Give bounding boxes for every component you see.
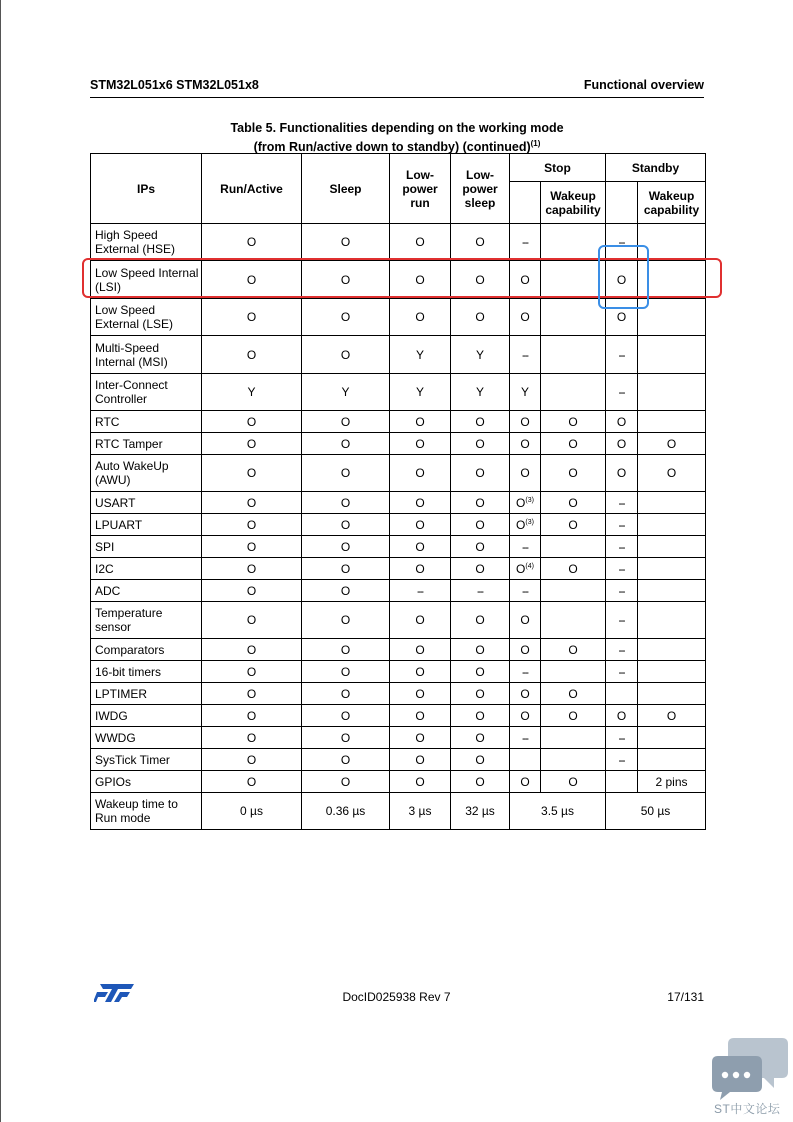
cell-low-power-run: O (390, 536, 451, 558)
cell-standby: -- (606, 558, 638, 580)
cell-standby-wakeup (638, 336, 706, 374)
cell-standby-wakeup (638, 374, 706, 411)
cell-low-power-run: O (390, 602, 451, 639)
ip-name-cell: USART (91, 492, 202, 514)
chat-bubbles-icon (712, 1038, 788, 1100)
header-run-active: Run/Active (202, 154, 302, 224)
functionality-table (90, 153, 706, 830)
cell-low-power-sleep: O (451, 558, 510, 580)
cell-low-power-sleep: -- (451, 580, 510, 602)
cell-run-active: O (202, 411, 302, 433)
cell-standby-wakeup (638, 749, 706, 771)
cell-standby-wakeup (638, 514, 706, 536)
cell-low-power-run: O (390, 771, 451, 793)
cell-sleep: O (302, 411, 390, 433)
wakeup-lps-cell: 32 µs (451, 793, 510, 830)
watermark-text: ST中文论坛 (714, 1102, 781, 1116)
cell-low-power-run: O (390, 705, 451, 727)
cell-low-power-sleep: Y (451, 336, 510, 374)
cell-sleep: O (302, 336, 390, 374)
ip-name-cell: SysTick Timer (91, 749, 202, 771)
cell-standby-wakeup (638, 224, 706, 261)
table-row (91, 661, 706, 683)
cell-stop-wakeup: O (541, 411, 606, 433)
cell-standby-wakeup (638, 299, 706, 336)
cell-low-power-sleep: O (451, 602, 510, 639)
cell-stop-wakeup: O (541, 455, 606, 492)
cell-low-power-sleep: O (451, 224, 510, 261)
cell-standby: -- (606, 639, 638, 661)
cell-low-power-run: Y (390, 374, 451, 411)
wakeup-stop-cell: 3.5 µs (510, 793, 606, 830)
header-part-number: STM32L051x6 STM32L051x8 (90, 78, 259, 92)
cell-run-active: O (202, 455, 302, 492)
table-row (91, 536, 706, 558)
cell-run-active: O (202, 683, 302, 705)
cell-stop-wakeup: O (541, 639, 606, 661)
cell-value: O (516, 561, 526, 576)
cell-stop: -- (510, 536, 541, 558)
ip-name-cell: Low Speed Internal (LSI) (91, 261, 202, 299)
cell-stop: O (510, 299, 541, 336)
footnote-ref: (3) (525, 496, 534, 504)
cell-low-power-run: O (390, 261, 451, 299)
header-stop-wakeup: Wakeup capability (541, 182, 606, 224)
cell-run-active: O (202, 705, 302, 727)
cell-run-active: O (202, 299, 302, 336)
table-row (91, 336, 706, 374)
ip-name-cell: I2C (91, 558, 202, 580)
cell-stop: -- (510, 580, 541, 602)
cell-low-power-run: O (390, 683, 451, 705)
table-row (91, 639, 706, 661)
cell-stop-wakeup: O (541, 433, 606, 455)
cell-standby: -- (606, 536, 638, 558)
cell-sleep: O (302, 705, 390, 727)
table-row (91, 224, 706, 261)
cell-stop: O (510, 411, 541, 433)
caption-line-1: Table 5. Functionalities depending on the working mode (230, 121, 564, 135)
wakeup-standby-cell: 50 µs (606, 793, 706, 830)
cell-low-power-run: O (390, 558, 451, 580)
footnote-ref: (3) (525, 518, 534, 526)
cell-stop-wakeup (541, 749, 606, 771)
header-standby: Standby (606, 154, 706, 182)
footer-doc-id: DocID025938 Rev 7 (342, 990, 451, 1004)
cell-standby: O (606, 705, 638, 727)
cell-low-power-run: O (390, 661, 451, 683)
table-row (91, 705, 706, 727)
ip-name-cell: 16-bit timers (91, 661, 202, 683)
table-row (91, 749, 706, 771)
ip-name-cell: IWDG (91, 705, 202, 727)
cell-sleep: O (302, 261, 390, 299)
cell-run-active: O (202, 536, 302, 558)
ip-name-cell: Low Speed External (LSE) (91, 299, 202, 336)
cell-low-power-sleep: O (451, 455, 510, 492)
cell-run-active: O (202, 580, 302, 602)
cell-stop-wakeup (541, 336, 606, 374)
cell-run-active: O (202, 771, 302, 793)
cell-sleep: O (302, 558, 390, 580)
ip-name-cell: ADC (91, 580, 202, 602)
cell-sleep: O (302, 639, 390, 661)
cell-low-power-sleep: O (451, 683, 510, 705)
cell-stop: -- (510, 727, 541, 749)
cell-standby-wakeup (638, 727, 706, 749)
cell-stop: O (510, 602, 541, 639)
cell-stop-wakeup (541, 602, 606, 639)
ip-name-cell: RTC (91, 411, 202, 433)
cell-sleep: O (302, 749, 390, 771)
cell-low-power-sleep: O (451, 536, 510, 558)
cell-stop-wakeup (541, 374, 606, 411)
cell-stop-wakeup (541, 580, 606, 602)
table-row (91, 727, 706, 749)
header-ips: IPs (91, 154, 202, 224)
cell-low-power-run: O (390, 433, 451, 455)
cell-stop: -- (510, 224, 541, 261)
cell-standby: -- (606, 514, 638, 536)
cell-low-power-run: O (390, 411, 451, 433)
cell-stop: O (510, 683, 541, 705)
cell-standby: -- (606, 602, 638, 639)
header-low-power-run: Low- power run (390, 154, 451, 224)
ip-name-cell: Multi-Speed Internal (MSI) (91, 336, 202, 374)
header-rule (90, 97, 704, 98)
cell-run-active: O (202, 336, 302, 374)
cell-low-power-run: O (390, 224, 451, 261)
footnote-ref: (4) (525, 562, 534, 570)
cell-run-active: O (202, 224, 302, 261)
cell-sleep: O (302, 455, 390, 492)
cell-run-active: O (202, 514, 302, 536)
cell-low-power-sleep: O (451, 433, 510, 455)
cell-run-active: O (202, 661, 302, 683)
cell-low-power-sleep: O (451, 661, 510, 683)
cell-stop-wakeup: O (541, 771, 606, 793)
table-row (91, 558, 706, 580)
cell-standby-wakeup (638, 492, 706, 514)
cell-run-active: O (202, 558, 302, 580)
cell-sleep: O (302, 727, 390, 749)
cell-low-power-run: O (390, 492, 451, 514)
cell-standby: -- (606, 336, 638, 374)
cell-sleep: O (302, 514, 390, 536)
cell-standby-wakeup: O (638, 433, 706, 455)
cell-standby: O (606, 433, 638, 455)
ip-name-cell: GPIOs (91, 771, 202, 793)
cell-sleep: Y (302, 374, 390, 411)
header-section-title: Functional overview (583, 78, 704, 92)
cell-stop-wakeup (541, 727, 606, 749)
cell-low-power-sleep: O (451, 299, 510, 336)
cell-low-power-sleep: O (451, 261, 510, 299)
cell-stop (510, 492, 541, 514)
header-stop-blank (510, 182, 541, 224)
cell-stop: O (510, 639, 541, 661)
cell-run-active: O (202, 639, 302, 661)
cell-run-active: O (202, 433, 302, 455)
cell-low-power-run: O (390, 639, 451, 661)
ip-name-cell: SPI (91, 536, 202, 558)
page-left-edge (0, 0, 1, 1122)
cell-standby (606, 683, 638, 705)
cell-stop (510, 558, 541, 580)
header-standby-wakeup: Wakeup capability (638, 182, 706, 224)
table-row (91, 261, 706, 299)
cell-standby: -- (606, 224, 638, 261)
cell-standby (606, 771, 638, 793)
caption-line-2-text: (from Run/active down to standby) (continued) (253, 140, 531, 155)
cell-standby: -- (606, 661, 638, 683)
cell-sleep: O (302, 602, 390, 639)
table-row (91, 683, 706, 705)
cell-sleep: O (302, 433, 390, 455)
cell-sleep: O (302, 224, 390, 261)
header-standby-blank (606, 182, 638, 224)
cell-stop: -- (510, 661, 541, 683)
cell-sleep: O (302, 661, 390, 683)
cell-standby-wakeup (638, 661, 706, 683)
ip-name-cell: WWDG (91, 727, 202, 749)
cell-low-power-sleep: O (451, 514, 510, 536)
ip-name-cell: Inter-Connect Controller (91, 374, 202, 411)
cell-stop: -- (510, 336, 541, 374)
cell-stop (510, 749, 541, 771)
cell-low-power-run: -- (390, 580, 451, 602)
cell-low-power-sleep: Y (451, 374, 510, 411)
table-row (91, 514, 706, 536)
cell-standby: O (606, 411, 638, 433)
wakeup-sleep-cell: 0.36 µs (302, 793, 390, 830)
cell-standby-wakeup (638, 558, 706, 580)
cell-standby-wakeup: O (638, 455, 706, 492)
table-row (91, 433, 706, 455)
cell-stop-wakeup (541, 661, 606, 683)
ip-name-cell: Comparators (91, 639, 202, 661)
cell-standby-wakeup (638, 411, 706, 433)
cell-sleep: O (302, 299, 390, 336)
cell-value: O (516, 495, 526, 510)
table-row (91, 374, 706, 411)
ip-name-cell: RTC Tamper (91, 433, 202, 455)
cell-sleep: O (302, 536, 390, 558)
cell-low-power-run: O (390, 514, 451, 536)
caption-footnote-ref: (1) (530, 139, 541, 148)
cell-standby: O (606, 455, 638, 492)
table-caption (90, 120, 704, 155)
cell-sleep: O (302, 683, 390, 705)
cell-standby: -- (606, 374, 638, 411)
cell-stop-wakeup: O (541, 683, 606, 705)
wakeup-time-row (91, 793, 706, 830)
header-low-power-sleep: Low- power sleep (451, 154, 510, 224)
cell-run-active: O (202, 727, 302, 749)
cell-stop (510, 514, 541, 536)
footer-page-number: 17/131 (667, 990, 704, 1004)
cell-low-power-sleep: O (451, 492, 510, 514)
ip-name-cell: High Speed External (HSE) (91, 224, 202, 261)
cell-standby: O (606, 261, 638, 299)
wakeup-run-cell: 0 µs (202, 793, 302, 830)
cell-stop-wakeup (541, 224, 606, 261)
cell-standby: -- (606, 727, 638, 749)
ip-name-cell: LPUART (91, 514, 202, 536)
cell-low-power-sleep: O (451, 771, 510, 793)
table-body (91, 224, 706, 830)
ip-name-cell: Temperature sensor (91, 602, 202, 639)
cell-standby-wakeup (638, 602, 706, 639)
table-row (91, 492, 706, 514)
table-row (91, 771, 706, 793)
cell-stop-wakeup (541, 536, 606, 558)
header-stop: Stop (510, 154, 606, 182)
cell-sleep: O (302, 492, 390, 514)
cell-standby-wakeup (638, 639, 706, 661)
cell-sleep: O (302, 771, 390, 793)
cell-standby-wakeup (638, 536, 706, 558)
cell-sleep: O (302, 580, 390, 602)
table-row (91, 411, 706, 433)
cell-standby: O (606, 299, 638, 336)
cell-standby: -- (606, 492, 638, 514)
wakeup-label-cell: Wakeup time to Run mode (91, 793, 202, 830)
cell-low-power-run: O (390, 299, 451, 336)
cell-standby-wakeup: O (638, 705, 706, 727)
table-row (91, 299, 706, 336)
cell-standby: -- (606, 749, 638, 771)
cell-standby-wakeup (638, 580, 706, 602)
cell-run-active: O (202, 749, 302, 771)
cell-run-active: O (202, 261, 302, 299)
cell-run-active: O (202, 492, 302, 514)
header-sleep: Sleep (302, 154, 390, 224)
cell-stop-wakeup (541, 261, 606, 299)
cell-stop: O (510, 433, 541, 455)
cell-stop-wakeup (541, 299, 606, 336)
cell-stop-wakeup: O (541, 492, 606, 514)
cell-stop: O (510, 261, 541, 299)
cell-run-active: Y (202, 374, 302, 411)
cell-run-active: O (202, 602, 302, 639)
table-row (91, 580, 706, 602)
cell-low-power-sleep: O (451, 639, 510, 661)
cell-standby: -- (606, 580, 638, 602)
cell-standby-wakeup: 2 pins (638, 771, 706, 793)
cell-low-power-sleep: O (451, 749, 510, 771)
cell-low-power-run: O (390, 727, 451, 749)
cell-standby-wakeup (638, 261, 706, 299)
cell-value: O (516, 517, 526, 532)
cell-low-power-sleep: O (451, 727, 510, 749)
cell-low-power-run: O (390, 455, 451, 492)
cell-stop-wakeup: O (541, 558, 606, 580)
cell-standby-wakeup (638, 683, 706, 705)
cell-low-power-sleep: O (451, 705, 510, 727)
cell-stop: O (510, 705, 541, 727)
wakeup-lpr-cell: 3 µs (390, 793, 451, 830)
cell-low-power-run: Y (390, 336, 451, 374)
ip-name-cell: LPTIMER (91, 683, 202, 705)
cell-stop-wakeup: O (541, 514, 606, 536)
cell-stop: O (510, 455, 541, 492)
ip-name-cell: Auto WakeUp (AWU) (91, 455, 202, 492)
cell-low-power-sleep: O (451, 411, 510, 433)
cell-stop: Y (510, 374, 541, 411)
table-row (91, 455, 706, 492)
table-row (91, 602, 706, 639)
cell-stop: O (510, 771, 541, 793)
cell-stop-wakeup: O (541, 705, 606, 727)
cell-low-power-run: O (390, 749, 451, 771)
